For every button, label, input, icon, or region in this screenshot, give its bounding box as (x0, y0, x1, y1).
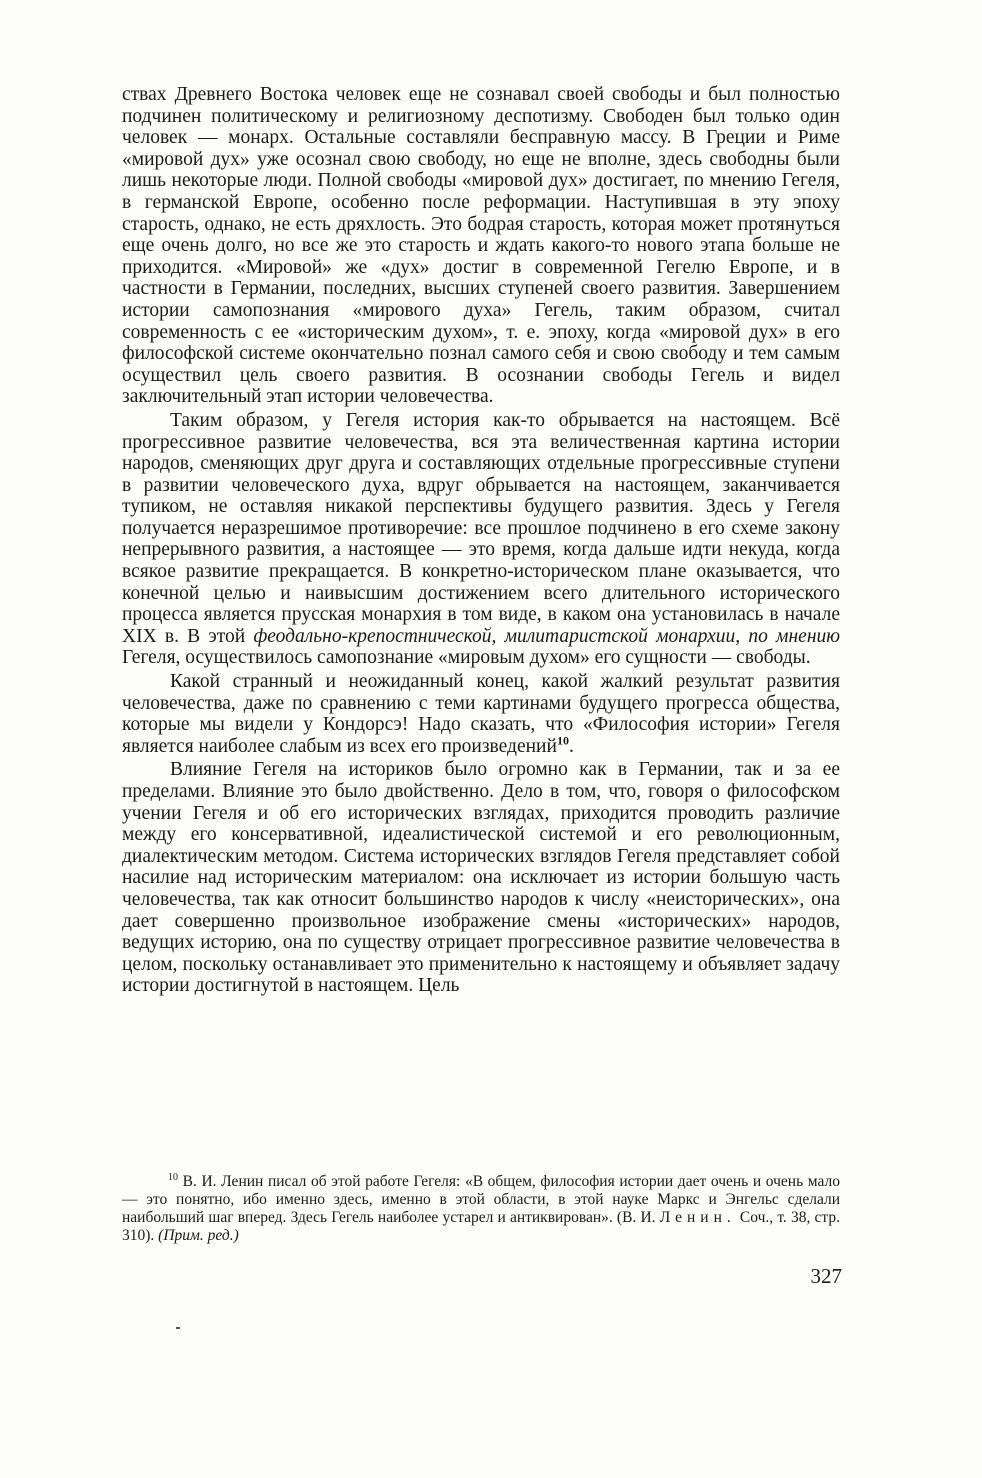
paragraph-1 (122, 84, 840, 408)
footnote-number: 10 (168, 1171, 178, 1183)
footnote-text-after: Соч., т. 38, стр. 310). (122, 1209, 840, 1244)
footnote-author: Ленин. (659, 1209, 736, 1226)
paragraph-2-text: Таким образом, у Гегеля история как-то обрывается на настоящем. Всё прогрессивное развитие человечества, вся эта величественная картина истории народов, сменяющих друг друга и составляющих отдельные прогрессивные ступени в развитии человеческого духа, вдруг обрывается на настоящем, заканчивается тупиком, не оставляя никакой перспективы будущего развития. Здесь у Гегеля получается неразрешимое противоречие: все прошлое подчинено в его схеме закону непрерывного развития, а настоящее — это время, когда дальше идти некуда, когда всякое развитие прекращается. В конкретно-историческом плане оказывается, что конечной целью и наивысшим достижением всего длительного исторического процесса является прусская монархия в том виде, в каком она установилась в начале XIX в. В этой (122, 409, 840, 647)
paragraph-1-text: ствах Древнего Востока человек еще не сознавал своей свободы и был полностью подчинен политическому и религиозному деспотизму. Свободен был только один человек — монарх. Остальные составляли бесправную массу. В Греции и Риме «мировой дух» уже осознал свою свободу, но еще не вполне, здесь свободны были лишь некоторые люди. Полной свободы «мировой дух» достигает, по мнению Гегеля, в германской Европе, особенно после реформации. Наступившая в эту эпоху старость, однако, не есть дряхлость. Это бодрая старость, которая может протянуться еще очень долго, но все же это старость и ждать какого-то нового этапа больше не приходится. «Мировой» же «дух» достиг в современной Гегелю Европе, и в частности в Германии, последних, высших ступеней своего развития. Завершением истории самопознания «мирового духа» Гегель, таким образом, считал современность с ее «историческим духом», т. е. эпоху, когда «мировой дух» в его философской системе окончательно познал самого себя и свою свободу и тем самым осуществил цель своего развития. В осознании свободы Гегель и видел заключительный этап истории человечества. (122, 84, 840, 408)
paragraph-3-tail: . (568, 735, 574, 757)
paragraph-2-tail: Гегеля, осуществилось самопознание «мировым духом» его сущности — свободы. (122, 647, 811, 669)
paragraph-2 (122, 410, 840, 669)
paragraph-3-text: Какой странный и неожиданный конец, какой жалкий результат развития человечества, даже по сравнению с теми картинами будущего прогресса общества, которые мы видели у Кондорсэ! Надо сказать, что «Философия истории» Гегеля является наиболее слабым из всех его произведений (122, 671, 840, 757)
footnote-ref-10[interactable]: 10 (556, 733, 569, 748)
footnote-editor-note: (Прим. ред.) (158, 1227, 239, 1244)
paragraph-4-text: Влияние Гегеля на историков было огромно как в Германии, так и за ее пределами. Влияние это было двойственно. Дело в том, что, говоря о философском учении Гегеля и об его исторических взглядах, приходится проводить различие между его консервативной, идеалистической системой и его революционным, диалектическим методом. Система исторических взглядов Гегеля представляет собой насилие над историческим материалом: она исключает из истории большую часть человечества, так как относит большинство народов к числу «неисторических», она дает совершенно произвольное изображение смены «исторических» народов, ведущих историю, она по существу отрицает прогрессивное развитие человечества в целом, поскольку останавливает это применительно к настоящему и объявляет задачу истории достигнутой в настоящем. Цель (122, 759, 840, 997)
paragraph-2-italic: феодально-крепостнической, милитаристской монархии, по мнению (253, 625, 840, 647)
page-number: 327 (810, 1264, 842, 1288)
footnote-text-before: В. И. Ленин писал об этой работе Гегеля: «В общем, философия истории дает очень и очень мало — это понятно, ибо именно здесь, именно в этой области, в этой науке Маркс и Энгельс сделали наибольший шаг вперед. Здесь Гегель наиболее устарел и антиквирован». (В. И. (122, 1173, 840, 1226)
paragraph-3 (122, 671, 840, 757)
paragraph-4 (122, 759, 840, 997)
print-mark (176, 1327, 180, 1329)
footnote-10 (122, 1173, 840, 1245)
main-text (122, 84, 840, 997)
